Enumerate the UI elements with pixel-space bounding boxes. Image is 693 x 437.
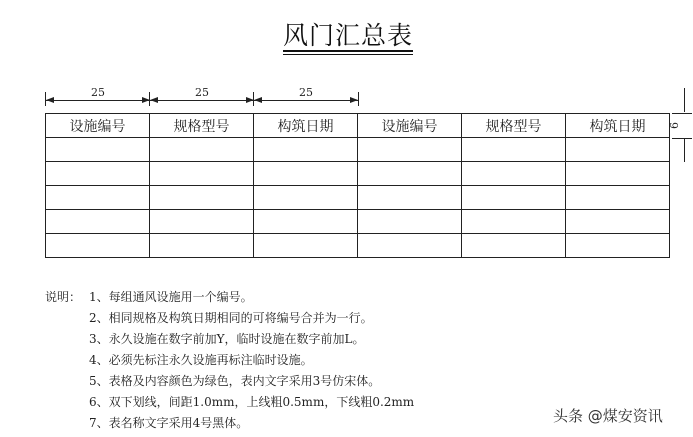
table-cell [150, 210, 254, 234]
table-cell [358, 234, 462, 258]
dimension-col-1 [45, 86, 150, 106]
header-cell: 设施编号 [358, 114, 462, 138]
table-cell [358, 210, 462, 234]
header-cell: 规格型号 [462, 114, 566, 138]
table-cell [358, 138, 462, 162]
header-cell: 设施编号 [46, 114, 150, 138]
table-cell [46, 234, 150, 258]
watermark: 头条 @煤安资讯 [553, 407, 663, 425]
table-cell [566, 234, 670, 258]
note-item: 2、相同规格及构筑日期相同的可将编号合并为一行。 [89, 311, 373, 325]
table-row [46, 234, 670, 258]
table-row [46, 138, 670, 162]
table-row [46, 162, 670, 186]
row-dimension-tick [672, 113, 692, 114]
notes-section [45, 287, 414, 434]
table-cell [462, 186, 566, 210]
row-dimension-line-top [684, 88, 685, 112]
row-dimension-label: 6 [668, 122, 681, 129]
table-cell [254, 162, 358, 186]
table-cell [358, 186, 462, 210]
table-cell [462, 138, 566, 162]
note-item: 4、必须先标注永久设施再标注临时设施。 [89, 353, 313, 367]
table-cell [254, 210, 358, 234]
table-title: 风门汇总表 [283, 21, 414, 50]
table-cell [566, 162, 670, 186]
table-cell [46, 162, 150, 186]
dimension-col-2 [149, 86, 254, 106]
header-cell: 构筑日期 [566, 114, 670, 138]
row-dimension-tick [672, 138, 692, 139]
dimension-col-3 [253, 86, 359, 106]
table-cell [150, 162, 254, 186]
note-item: 1、每组通风设施用一个编号。 [89, 290, 253, 304]
table-cell [254, 234, 358, 258]
header-cell: 规格型号 [150, 114, 254, 138]
table-cell [462, 210, 566, 234]
table-cell [150, 186, 254, 210]
table-cell [254, 138, 358, 162]
table-cell [462, 234, 566, 258]
table-cell [566, 138, 670, 162]
note-item: 6、双下划线，间距1.0mm，上线粗0.5mm，下线粗0.2mm [89, 395, 415, 409]
table-cell [358, 162, 462, 186]
table-cell [462, 162, 566, 186]
header-cell: 构筑日期 [254, 114, 358, 138]
dimension-label: 25 [299, 86, 313, 99]
title-underline-thick [283, 50, 413, 52]
note-item: 7、表名称文字采用4号黑体。 [89, 416, 249, 430]
table-row [46, 210, 670, 234]
table-cell [150, 138, 254, 162]
table-cell [46, 210, 150, 234]
table-cell [254, 186, 358, 210]
note-item: 3、永久设施在数字前加Y，临时设施在数字前加L。 [89, 332, 365, 346]
table-cell [150, 234, 254, 258]
table-cell [566, 186, 670, 210]
table-row [46, 186, 670, 210]
summary-table [45, 113, 670, 258]
table-header-row [46, 114, 670, 138]
table-cell [46, 186, 150, 210]
notes-label: 说明： [45, 290, 82, 304]
title-underline-thin [283, 54, 413, 55]
table-cell [566, 210, 670, 234]
dimension-label: 25 [91, 86, 105, 99]
dimension-label: 25 [195, 86, 209, 99]
table-cell [46, 138, 150, 162]
row-dimension-line-bottom [684, 138, 685, 162]
note-item: 5、表格及内容颜色为绿色，表内文字采用3号仿宋体。 [89, 374, 381, 388]
